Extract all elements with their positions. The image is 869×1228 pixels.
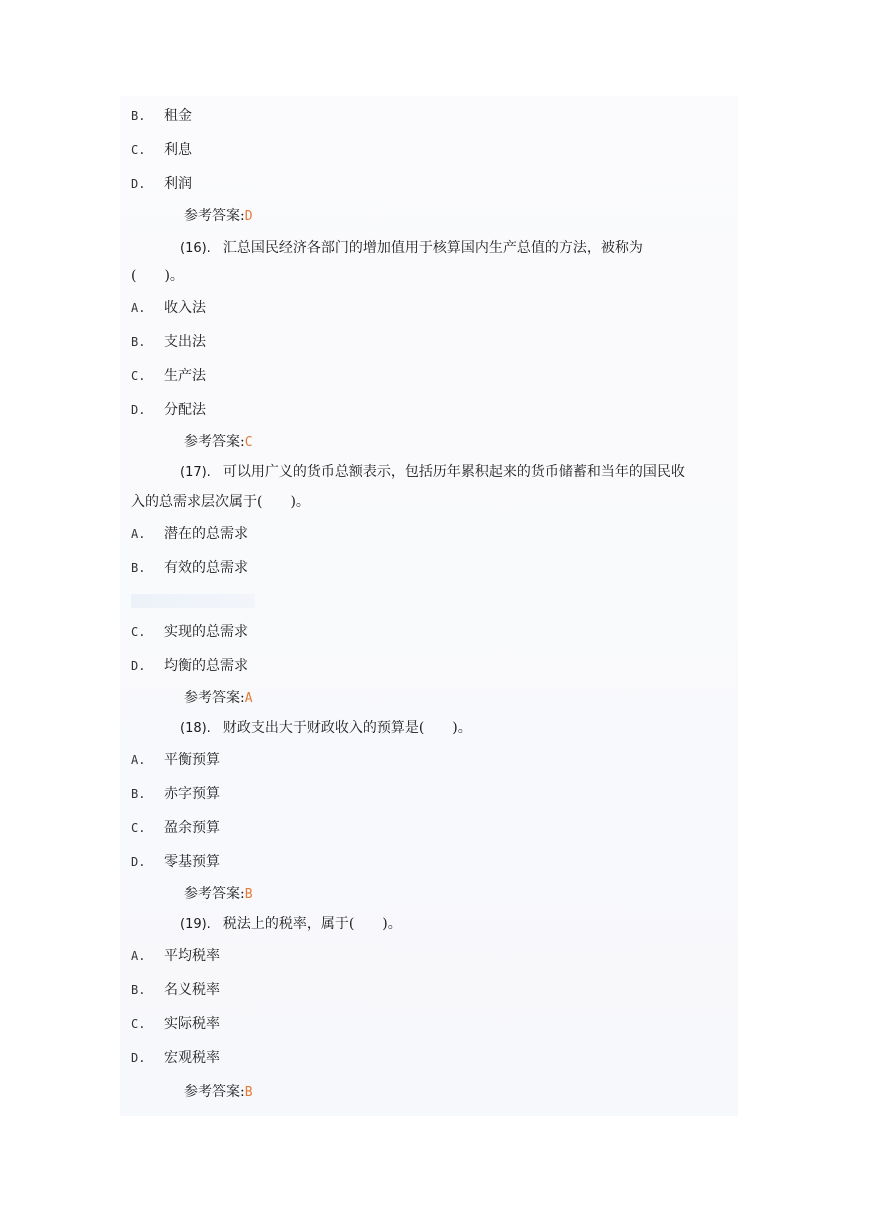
question-number: (18). — [180, 721, 211, 736]
option-q17-a — [131, 526, 248, 542]
question-16 — [180, 240, 643, 257]
option-text: 名义税率 — [164, 982, 220, 998]
answer-value: A — [244, 691, 253, 706]
question-text: 可以用广义的货币总额表示，包括历年累积起来的货币储蓄和当年的国民收 — [222, 464, 685, 480]
answer-q17 — [184, 690, 253, 707]
question-number: (19). — [180, 917, 211, 932]
option-q15-b — [131, 108, 192, 124]
question-17 — [180, 464, 685, 481]
answer-value: D — [244, 209, 253, 224]
option-text: 零基预算 — [164, 854, 220, 870]
option-letter: D. — [131, 1051, 146, 1065]
option-text: 利润 — [164, 176, 192, 192]
option-letter: C. — [131, 821, 146, 835]
option-text: 有效的总需求 — [164, 560, 248, 576]
question-18 — [180, 720, 472, 737]
option-text: 平均税率 — [164, 948, 220, 964]
option-letter: B. — [131, 983, 146, 997]
option-letter: B. — [131, 561, 146, 575]
option-letter: B. — [131, 335, 146, 349]
answer-value: C — [244, 435, 253, 450]
answer-label: 参考答案: — [184, 208, 245, 224]
option-q18-b — [131, 786, 220, 802]
option-text: 盈余预算 — [164, 820, 220, 836]
option-text: 赤字预算 — [164, 786, 220, 802]
answer-label: 参考答案: — [184, 886, 245, 902]
option-text: 潜在的总需求 — [164, 526, 248, 542]
option-letter: D. — [131, 177, 146, 191]
option-q16-c — [131, 368, 206, 384]
question-text: 汇总国民经济各部门的增加值用于核算国内生产总值的方法，被称为 — [222, 240, 643, 256]
option-letter: B. — [131, 787, 146, 801]
option-q16-a — [131, 300, 206, 316]
option-letter: B. — [131, 109, 146, 123]
question-number: (17). — [180, 465, 211, 480]
option-letter: D. — [131, 403, 146, 417]
option-q16-b — [131, 334, 206, 350]
option-q19-c — [131, 1016, 220, 1032]
option-text: 实际税率 — [164, 1016, 220, 1032]
option-q15-c — [131, 142, 192, 158]
answer-value: B — [244, 1085, 253, 1100]
faint-watermark-strip — [131, 594, 255, 608]
question-16-continuation: ( )。 — [131, 268, 184, 284]
option-text: 租金 — [164, 108, 192, 124]
answer-label: 参考答案: — [184, 1084, 245, 1100]
option-q19-b — [131, 982, 220, 998]
option-letter: C. — [131, 369, 146, 383]
option-q15-d — [131, 176, 192, 192]
answer-q18 — [184, 886, 253, 903]
option-q17-c — [131, 624, 248, 640]
option-q17-d — [131, 658, 248, 674]
option-q18-a — [131, 752, 220, 768]
option-text: 支出法 — [164, 334, 206, 350]
answer-q19 — [184, 1084, 253, 1101]
option-q19-d — [131, 1050, 220, 1066]
option-letter: C. — [131, 1017, 146, 1031]
option-letter: D. — [131, 659, 146, 673]
option-q17-b — [131, 560, 248, 576]
option-text: 利息 — [164, 142, 192, 158]
option-letter: A. — [131, 949, 146, 963]
option-text: 宏观税率 — [164, 1050, 220, 1066]
answer-q15 — [184, 208, 253, 225]
option-q19-a — [131, 948, 220, 964]
option-q16-d — [131, 402, 206, 418]
option-q18-c — [131, 820, 220, 836]
question-17-continuation: 入的总需求层次属于( )。 — [131, 494, 310, 510]
option-text: 分配法 — [164, 402, 206, 418]
option-q18-d — [131, 854, 220, 870]
option-text: 均衡的总需求 — [164, 658, 248, 674]
option-text: 实现的总需求 — [164, 624, 248, 640]
option-text: 生产法 — [164, 368, 206, 384]
answer-q16 — [184, 434, 253, 451]
option-text: 收入法 — [164, 300, 206, 316]
option-letter: C. — [131, 143, 146, 157]
option-letter: D. — [131, 855, 146, 869]
answer-label: 参考答案: — [184, 690, 245, 706]
question-text: 财政支出大于财政收入的预算是( )。 — [222, 720, 472, 736]
question-19 — [180, 916, 402, 933]
answer-label: 参考答案: — [184, 434, 245, 450]
option-letter: A. — [131, 527, 146, 541]
option-text: 平衡预算 — [164, 752, 220, 768]
question-number: (16). — [180, 241, 211, 256]
question-text: 税法上的税率，属于( )。 — [222, 916, 402, 932]
option-letter: A. — [131, 753, 146, 767]
option-letter: A. — [131, 301, 146, 315]
option-letter: C. — [131, 625, 146, 639]
answer-value: B — [244, 887, 253, 902]
